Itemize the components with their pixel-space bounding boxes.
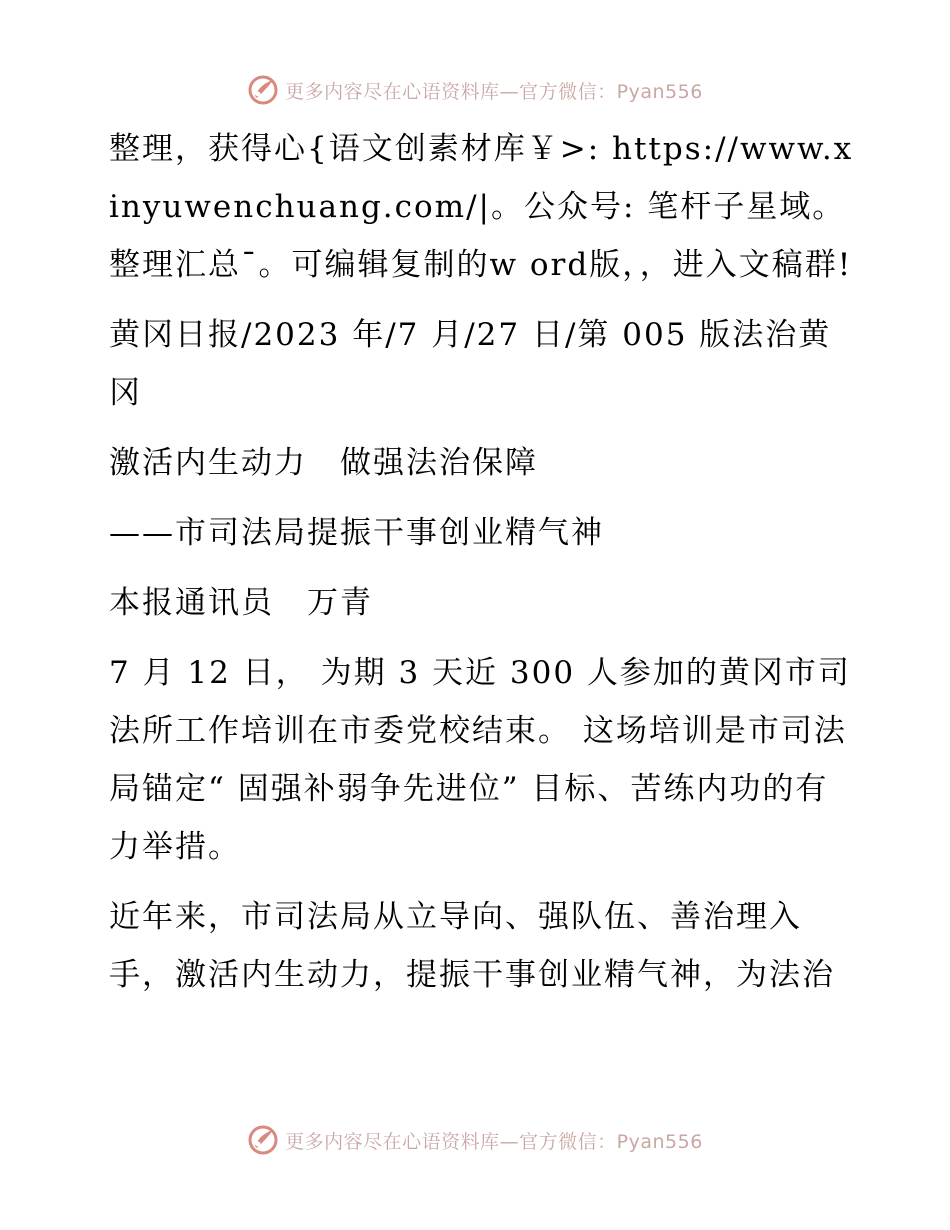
- watermark-text: 更多内容尽在心语资料库—官方微信：Pyan556: [285, 80, 703, 103]
- brush-logo-icon: [247, 1124, 279, 1156]
- body-paragraph: 近年来，市司法局从立导向、强队伍、善治理入手，激活内生动力，提振干事创业精气神，为法治: [109, 899, 835, 993]
- document-body: [97, 120, 857, 1004]
- publication-line: 黄冈日报/2023 年/7 月/27 日/第 005 版法治黄冈: [109, 317, 832, 411]
- article-title: 激活内生动力 做强法治保障: [109, 445, 538, 481]
- source-note-paragraph: 整理，获得心{语文创素材库￥>: https://www.xinyuwenchuang.com/|。公众号: 笔杆子星域。整理汇总¯。可编辑复制的w ord版，，进入文稿群!: [109, 131, 854, 283]
- brush-logo-icon: [247, 74, 279, 106]
- watermark-text: 更多内容尽在心语资料库—官方微信：Pyan556: [285, 1130, 703, 1153]
- body-paragraph: 7 月 12 日， 为期 3 天近 300 人参加的黄冈市司法所工作培训在市委党校结束。 这场培训是市司法局锚定“ 固强补弱争先进位” 目标、苦练内功的有力举措。: [109, 655, 851, 865]
- header-watermark: [0, 72, 950, 108]
- article-byline: 本报通讯员 万青: [109, 585, 373, 621]
- article-subtitle: ——市司法局提振干事创业精气神: [109, 515, 604, 551]
- footer-watermark: [0, 1122, 950, 1158]
